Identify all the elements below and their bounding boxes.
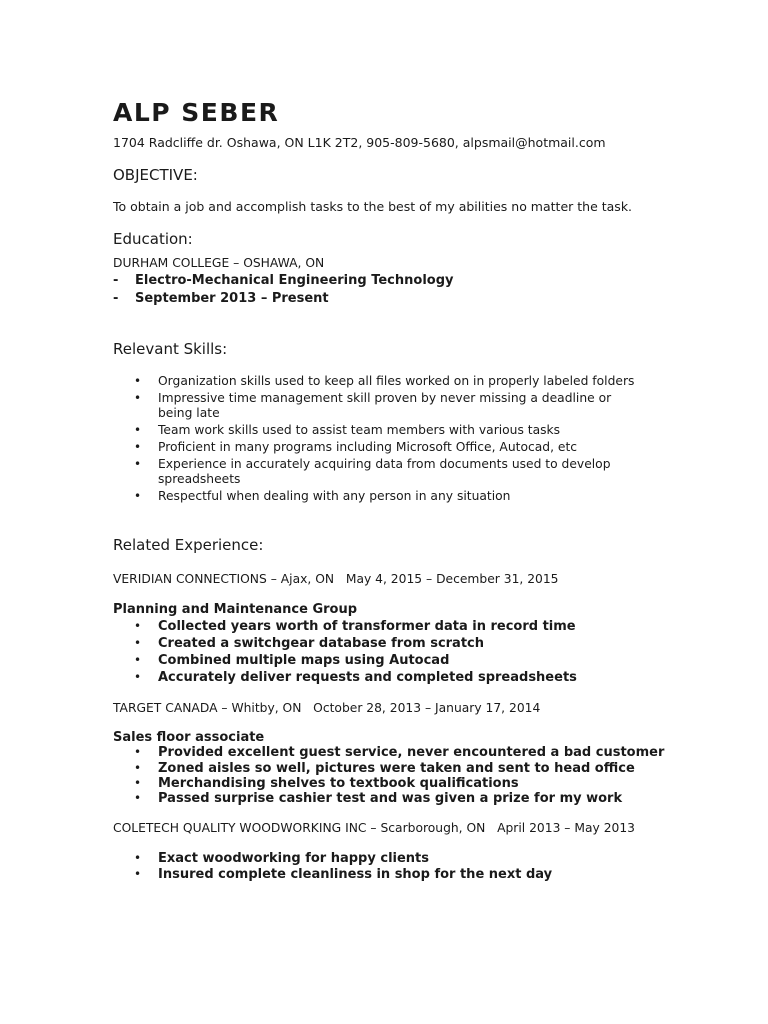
education-school: DURHAM COLLEGE – OSHAWA, ON bbox=[113, 256, 325, 270]
list-bullet: • bbox=[134, 761, 142, 775]
education-heading: Education: bbox=[113, 230, 193, 248]
skill-item: Respectful when dealing with any person in any situation bbox=[158, 489, 511, 503]
skill-item: Impressive time management skill proven by never missing a deadline or bbox=[158, 391, 612, 405]
list-bullet: • bbox=[134, 791, 142, 805]
job-employer: VERIDIAN CONNECTIONS – Ajax, ON May 4, 2015 – December 31, 2015 bbox=[113, 572, 559, 586]
job-duty: Insured complete cleanliness in shop for the next day bbox=[158, 867, 553, 882]
job-duty: Accurately deliver requests and completed spreadsheets bbox=[158, 670, 577, 685]
education-program: Electro-Mechanical Engineering Technology bbox=[135, 273, 454, 288]
education-dates: September 2013 – Present bbox=[135, 291, 329, 306]
job-role: Planning and Maintenance Group bbox=[113, 602, 358, 617]
skills-heading: Relevant Skills: bbox=[113, 340, 228, 358]
experience-heading: Related Experience: bbox=[113, 536, 264, 554]
education-bullet: - bbox=[113, 273, 119, 288]
list-bullet: • bbox=[134, 653, 142, 667]
list-bullet: • bbox=[134, 489, 142, 503]
list-bullet: • bbox=[134, 851, 142, 865]
list-bullet: • bbox=[134, 867, 142, 881]
objective-text: To obtain a job and accomplish tasks to the best of my abilities no matter the task. bbox=[113, 199, 633, 214]
job-employer: TARGET CANADA – Whitby, ON October 28, 2013 – January 17, 2014 bbox=[113, 701, 541, 715]
list-bullet: • bbox=[134, 423, 142, 437]
list-bullet: • bbox=[134, 440, 142, 454]
job-duty: Passed surprise cashier test and was given a prize for my work bbox=[158, 791, 623, 806]
list-bullet: • bbox=[134, 670, 142, 684]
list-bullet: • bbox=[134, 776, 142, 790]
skill-item-continuation: being late bbox=[158, 406, 220, 420]
skill-item: Organization skills used to keep all files worked on in properly labeled folders bbox=[158, 374, 635, 388]
contact-line: 1704 Radcliffe dr. Oshawa, ON L1K 2T2, 905-809-5680, alpsmail@hotmail.com bbox=[113, 135, 606, 150]
job-duty: Collected years worth of transformer data in record time bbox=[158, 619, 576, 634]
job-duty: Zoned aisles so well, pictures were taken and sent to head office bbox=[158, 761, 635, 776]
list-bullet: • bbox=[134, 636, 142, 650]
job-employer: COLETECH QUALITY WOODWORKING INC – Scarborough, ON April 2013 – May 2013 bbox=[113, 821, 635, 835]
skill-item: Experience in accurately acquiring data from documents used to develop bbox=[158, 457, 611, 471]
skill-item: Proficient in many programs including Microsoft Office, Autocad, etc bbox=[158, 440, 578, 454]
skill-item-continuation: spreadsheets bbox=[158, 472, 241, 486]
job-role: Sales floor associate bbox=[113, 730, 265, 745]
education-bullet: - bbox=[113, 291, 119, 306]
job-duty: Combined multiple maps using Autocad bbox=[158, 653, 450, 668]
objective-heading: OBJECTIVE: bbox=[113, 166, 198, 184]
list-bullet: • bbox=[134, 745, 142, 759]
list-bullet: • bbox=[134, 391, 142, 405]
skill-item: Team work skills used to assist team members with various tasks bbox=[158, 423, 561, 437]
job-duty: Merchandising shelves to textbook qualifications bbox=[158, 776, 519, 791]
job-duty: Provided excellent guest service, never encountered a bad customer bbox=[158, 745, 665, 760]
job-duty: Exact woodworking for happy clients bbox=[158, 851, 430, 866]
list-bullet: • bbox=[134, 374, 142, 388]
list-bullet: • bbox=[134, 619, 142, 633]
resume-name: ALP SEBER bbox=[113, 98, 280, 127]
list-bullet: • bbox=[134, 457, 142, 471]
job-duty: Created a switchgear database from scratch bbox=[158, 636, 485, 651]
